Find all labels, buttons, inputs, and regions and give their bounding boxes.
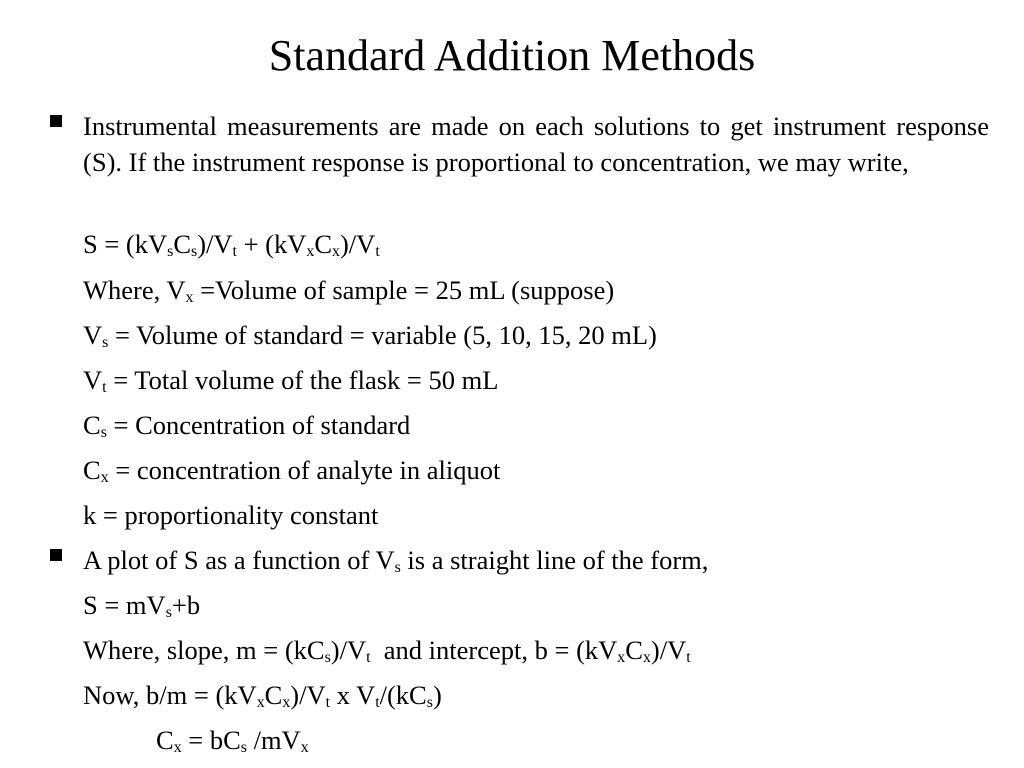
bullet-text-2 bbox=[83, 542, 708, 586]
def-part: Where, V bbox=[83, 275, 186, 305]
def-part: C bbox=[83, 455, 101, 485]
slide-title: Standard Addition Methods bbox=[268, 31, 756, 80]
eq-part: = bC bbox=[181, 725, 241, 755]
eq-part: )/V bbox=[290, 680, 326, 710]
bullet-text-1: Instrumental measurements are made on each solutions to get instrument response (S). If the instrument response is proportional to concentration, we may write, bbox=[83, 111, 989, 177]
definition-cx bbox=[83, 452, 500, 496]
eq-subscript: s bbox=[167, 243, 174, 261]
def-part: V bbox=[83, 320, 103, 350]
bullet-marker-2 bbox=[50, 549, 62, 561]
eq-part: /mV bbox=[246, 725, 301, 755]
eq-subscript: t bbox=[366, 649, 371, 667]
eq-subscript: s bbox=[191, 243, 198, 261]
definition-k bbox=[83, 497, 378, 533]
definition-vt bbox=[83, 362, 498, 406]
eq-part: C bbox=[264, 680, 283, 710]
eq-part: C bbox=[314, 229, 333, 259]
def-part: = Volume of standard = variable (5, 10, 15, 20 mL) bbox=[108, 320, 657, 350]
eq-subscript: t bbox=[686, 649, 691, 667]
def-subscript: s bbox=[102, 334, 109, 352]
def-subscript: s bbox=[100, 424, 107, 442]
eq-part: x V bbox=[330, 680, 376, 710]
eq-part: )/V bbox=[339, 229, 376, 259]
eq-subscript: t bbox=[375, 694, 380, 712]
def-subscript: t bbox=[102, 379, 107, 397]
eq-subscript: x bbox=[173, 739, 182, 757]
eq-part: C bbox=[156, 725, 174, 755]
equation-ratio bbox=[83, 677, 442, 721]
eq-part: and intercept, b = (kV bbox=[370, 635, 618, 665]
eq-subscript: t bbox=[232, 243, 237, 261]
def-part: k = proportionality constant bbox=[83, 500, 379, 530]
text-subscript: s bbox=[394, 559, 401, 577]
eq-part: )/V bbox=[197, 229, 233, 259]
eq-part: Now, b/m = (kV bbox=[83, 680, 257, 710]
def-part: = Total volume of the flask = 50 mL bbox=[106, 365, 499, 395]
def-part: V bbox=[83, 365, 103, 395]
eq-part: /(kC bbox=[379, 680, 427, 710]
eq-part: + (kV bbox=[236, 229, 307, 259]
eq-subscript: x bbox=[306, 243, 315, 261]
eq-part: )/V bbox=[650, 635, 687, 665]
eq-subscript: t bbox=[325, 694, 331, 712]
equation-result bbox=[156, 722, 309, 766]
definition-cs bbox=[83, 407, 410, 451]
eq-part: +b bbox=[171, 590, 201, 620]
eq-subscript: s bbox=[426, 694, 433, 712]
eq-part: )/V bbox=[330, 635, 367, 665]
equation-response bbox=[83, 226, 380, 270]
def-part: C bbox=[83, 410, 101, 440]
eq-part: S = (kV bbox=[83, 229, 168, 259]
bullet-marker-1 bbox=[50, 115, 62, 127]
def-subscript: x bbox=[100, 469, 109, 487]
eq-subscript: x bbox=[300, 739, 309, 757]
eq-part: S = mV bbox=[83, 590, 166, 620]
def-part: = concentration of analyte in aliquot bbox=[108, 455, 501, 485]
eq-part: C bbox=[173, 229, 192, 259]
eq-subscript: x bbox=[282, 694, 291, 712]
definition-vs bbox=[83, 317, 657, 361]
eq-subscript: x bbox=[332, 243, 340, 261]
eq-part: Where, slope, m = (kC bbox=[83, 635, 325, 665]
eq-subscript: s bbox=[240, 739, 247, 757]
def-part: = Concentration of standard bbox=[106, 410, 411, 440]
eq-subscript: x bbox=[617, 649, 626, 667]
eq-part: ) bbox=[432, 680, 442, 710]
eq-subscript: s bbox=[324, 649, 331, 667]
eq-subscript: s bbox=[165, 604, 172, 622]
def-subscript: x bbox=[185, 289, 194, 307]
text-part: is a straight line of the form, bbox=[400, 545, 709, 575]
eq-subscript: x bbox=[642, 649, 651, 667]
def-part: =Volume of sample = 25 mL (suppose) bbox=[193, 275, 615, 305]
equation-slope-intercept bbox=[83, 632, 691, 676]
definition-vx bbox=[83, 272, 614, 316]
equation-line bbox=[83, 587, 200, 631]
eq-subscript: t bbox=[375, 243, 380, 261]
eq-part: C bbox=[625, 635, 643, 665]
eq-subscript: x bbox=[256, 694, 265, 712]
text-part: A plot of S as a function of V bbox=[83, 545, 395, 575]
